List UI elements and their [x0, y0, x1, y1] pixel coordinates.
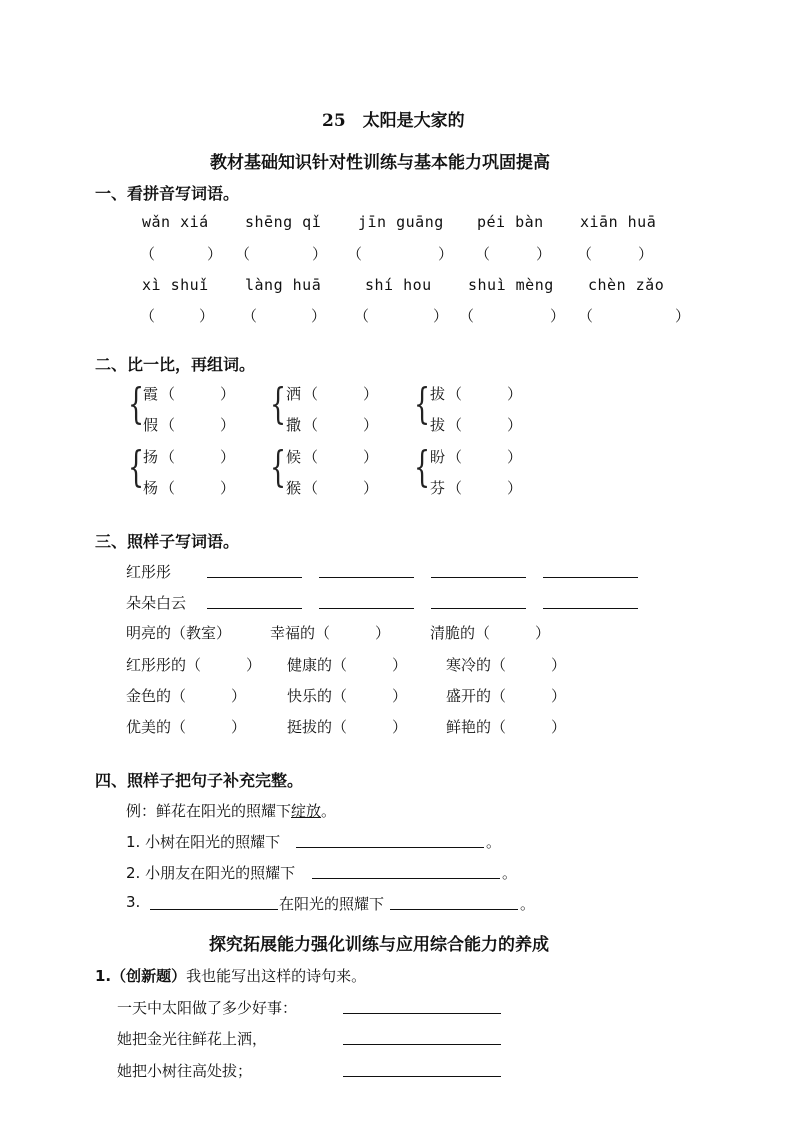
poem-line-3: 她把小树往高处拔；	[117, 1062, 253, 1080]
compare-char: 盼	[430, 448, 446, 466]
lesson-title: 25 太阳是大家的	[322, 111, 465, 131]
pinyin-8: shí hou	[365, 276, 432, 294]
answer-blank[interactable]: （ ）	[303, 385, 379, 403]
phrase-fill[interactable]: 健康的（ ）	[287, 656, 408, 674]
answer-blank[interactable]: （ ）	[140, 245, 223, 263]
q4-heading: 四、照样子把句子补充完整。	[95, 771, 304, 790]
answer-blank[interactable]: （ ）	[235, 245, 328, 263]
answer-line[interactable]	[343, 1044, 501, 1045]
period: 。	[486, 833, 502, 851]
compare-char: 扬	[143, 448, 159, 466]
answer-line[interactable]	[207, 577, 302, 578]
pinyin-9: shuì mèng	[468, 276, 554, 294]
answer-blank[interactable]: （ ）	[140, 307, 215, 325]
poem-line-1: 一天中太阳做了多少好事：	[117, 999, 298, 1017]
compare-char: 撒	[286, 416, 302, 434]
phrase-fill[interactable]: 红彤彤的（ ）	[126, 656, 262, 674]
question-number: 1.	[95, 967, 112, 985]
pinyin-4: péi bàn	[477, 213, 544, 231]
answer-line[interactable]	[343, 1013, 501, 1014]
brace-icon: {	[270, 379, 287, 428]
answer-blank[interactable]: （ ）	[160, 448, 236, 466]
phrase-fill: 明亮的（教室）	[126, 624, 232, 642]
answer-line[interactable]	[390, 909, 518, 910]
brace-icon: {	[414, 442, 431, 491]
example-underlined-word: 绽放	[291, 802, 322, 820]
sentence-1-prompt: 1. 小树在阳光的照耀下	[126, 833, 281, 851]
compare-char: 霞	[143, 385, 159, 403]
phrase-fill[interactable]: 幸福的（ ）	[270, 624, 391, 642]
answer-blank[interactable]: （ ）	[354, 307, 449, 325]
example-period: 。	[321, 802, 337, 820]
compare-char: 杨	[143, 479, 159, 497]
answer-line[interactable]	[543, 608, 638, 609]
phrase-fill[interactable]: 寒冷的（ ）	[446, 656, 567, 674]
answer-blank[interactable]: （ ）	[447, 385, 523, 403]
section-title-extension: 探究拓展能力强化训练与应用综合能力的养成	[209, 935, 549, 955]
answer-blank[interactable]: （ ）	[303, 416, 379, 434]
example-prefix: 例：鲜花在阳光的照耀下	[126, 802, 292, 820]
pinyin-2: shēng qǐ	[245, 213, 322, 231]
answer-line[interactable]	[150, 909, 278, 910]
compare-char: 猴	[286, 479, 302, 497]
pinyin-1: wǎn xiá	[142, 213, 209, 231]
section-title-basic: 教材基础知识针对性训练与基本能力巩固提高	[210, 153, 550, 173]
answer-blank[interactable]: （ ）	[347, 245, 454, 263]
brace-icon: {	[270, 442, 287, 491]
answer-line[interactable]	[319, 577, 414, 578]
compare-char: 候	[286, 448, 302, 466]
pinyin-3: jīn guāng	[358, 213, 444, 231]
compare-char: 拔	[430, 416, 446, 434]
answer-blank[interactable]: （ ）	[160, 479, 236, 497]
brace-icon: {	[128, 442, 145, 491]
compare-char: 拔	[430, 385, 446, 403]
period: 。	[502, 864, 518, 882]
answer-blank[interactable]: （ ）	[242, 307, 327, 325]
example-word: 朵朵白云	[126, 594, 187, 612]
answer-blank[interactable]: （ ）	[447, 416, 523, 434]
answer-line[interactable]	[296, 847, 484, 848]
answer-line[interactable]	[319, 608, 414, 609]
answer-blank[interactable]: （ ）	[303, 479, 379, 497]
compare-char: 洒	[286, 385, 302, 403]
sentence-3-middle: 在阳光的照耀下	[279, 895, 385, 913]
example-word: 红彤彤	[126, 563, 172, 581]
q1-heading: 一、看拼音写词语。	[95, 184, 240, 203]
phrase-fill[interactable]: 盛开的（ ）	[446, 687, 567, 705]
compare-char: 假	[143, 416, 159, 434]
question-tag: （创新题）	[111, 967, 187, 985]
question-text: 我也能写出这样的诗句来。	[186, 967, 367, 985]
sentence-2-prompt: 2. 小朋友在阳光的照耀下	[126, 864, 296, 882]
phrase-fill[interactable]: 快乐的（ ）	[287, 687, 408, 705]
answer-blank[interactable]: （ ）	[577, 245, 654, 263]
period: 。	[520, 895, 536, 913]
pinyin-5: xiān huā	[580, 213, 657, 231]
compare-char: 芬	[430, 479, 446, 497]
poem-line-2: 她把金光往鲜花上洒，	[117, 1030, 268, 1048]
pinyin-6: xì shuǐ	[142, 276, 209, 294]
answer-line[interactable]	[207, 608, 302, 609]
q2-heading: 二、比一比，再组词。	[95, 355, 256, 374]
answer-blank[interactable]: （ ）	[447, 479, 523, 497]
answer-blank[interactable]: （ ）	[459, 307, 566, 325]
answer-blank[interactable]: （ ）	[447, 448, 523, 466]
answer-line[interactable]	[431, 577, 526, 578]
answer-line[interactable]	[343, 1076, 501, 1077]
q3-heading: 三、照样子写词语。	[95, 532, 240, 551]
answer-blank[interactable]: （ ）	[160, 416, 236, 434]
answer-blank[interactable]: （ ）	[303, 448, 379, 466]
pinyin-7: làng huā	[245, 276, 322, 294]
example-sentence	[126, 800, 336, 821]
answer-blank[interactable]: （ ）	[578, 307, 691, 325]
answer-line[interactable]	[543, 577, 638, 578]
sentence-3-number: 3.	[126, 893, 141, 911]
answer-line[interactable]	[431, 608, 526, 609]
pinyin-10: chèn zǎo	[588, 276, 665, 294]
phrase-fill[interactable]: 清脆的（ ）	[430, 624, 551, 642]
brace-icon: {	[414, 379, 431, 428]
phrase-fill[interactable]: 挺拔的（ ）	[287, 718, 408, 736]
phrase-fill[interactable]: 优美的（ ）	[126, 718, 247, 736]
brace-icon: {	[128, 379, 145, 428]
phrase-fill[interactable]: 鲜艳的（ ）	[446, 718, 567, 736]
innovation-question	[95, 965, 366, 986]
phrase-fill[interactable]: 金色的（ ）	[126, 687, 247, 705]
answer-line[interactable]	[312, 878, 500, 879]
answer-blank[interactable]: （ ）	[475, 245, 552, 263]
answer-blank[interactable]: （ ）	[160, 385, 236, 403]
